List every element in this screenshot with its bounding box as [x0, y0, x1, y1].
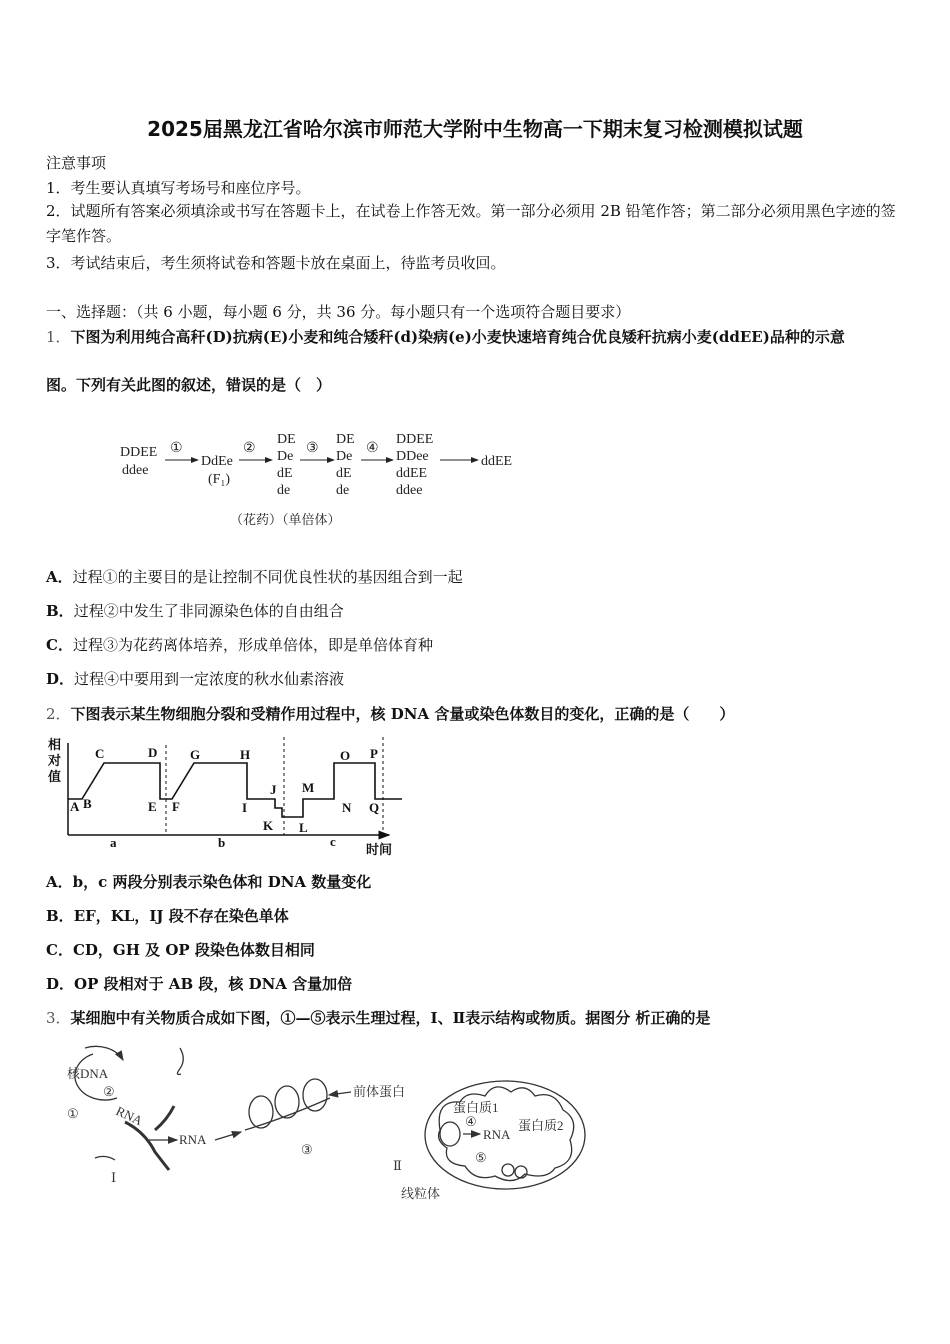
- q3-stem-text: 某细胞中有关物质合成如下图，①—⑤表示生理过程，Ⅰ、Ⅱ表示结构或物质。据图分 析正确的是: [70, 1009, 711, 1027]
- mito-ribosome: [502, 1164, 514, 1176]
- notice-heading: 注意事项: [46, 154, 107, 172]
- protein2-label: 蛋白质2: [518, 1118, 564, 1133]
- q2-option-a[interactable]: [46, 871, 371, 892]
- point-label: O: [340, 748, 351, 763]
- gamete: DE: [277, 432, 296, 447]
- haploid: dE: [336, 466, 352, 481]
- structure-label: Ⅰ: [111, 1170, 117, 1185]
- doubled-genotype: DDEE: [396, 432, 434, 447]
- ribosome: [249, 1096, 273, 1128]
- arrow: [85, 1046, 123, 1060]
- mitochondrion-label: 线粒体: [401, 1186, 441, 1201]
- option-label: A．: [46, 568, 73, 586]
- haploid: De: [336, 449, 353, 464]
- option-label: B．: [46, 907, 74, 925]
- segment-label: a: [110, 835, 117, 850]
- point-label: P: [370, 746, 378, 761]
- option-label: B．: [46, 602, 74, 620]
- q1-option-d[interactable]: [46, 668, 344, 689]
- gamete: de: [277, 483, 291, 498]
- point-label: I: [242, 800, 248, 815]
- rna-strand: [155, 1106, 174, 1130]
- page-title: 2025届黑龙江省哈尔滨市师范大学附中生物高一下期末复习检测模拟试题: [147, 117, 803, 141]
- y-axis-label: 值: [48, 769, 62, 784]
- gamete: dE: [277, 466, 293, 481]
- parent-genotype: DDEE: [120, 445, 158, 460]
- notice-item: 1．考生要认真填写考场号和座位序号。: [46, 179, 311, 197]
- ribosome: [275, 1086, 299, 1118]
- point-label: G: [190, 747, 201, 762]
- option-label: D．: [46, 670, 75, 688]
- notice-item: 3．考试结束后，考生须将试卷和答题卡放在桌面上，待监考员收回。: [46, 254, 506, 272]
- q1-number: 1．: [46, 328, 71, 346]
- q1-stem: [46, 326, 845, 347]
- step-marker: ⑤: [475, 1150, 487, 1165]
- chart-line: [68, 763, 402, 817]
- rna-label: RNA: [179, 1132, 207, 1147]
- step-marker: ③: [306, 441, 319, 456]
- doubled-genotype: DDee: [396, 449, 429, 464]
- point-label: N: [342, 800, 352, 815]
- y-axis-label: 相: [48, 737, 62, 752]
- q1-option-c[interactable]: [46, 634, 433, 655]
- x-axis-label: 时间: [366, 842, 393, 857]
- f1-label: (F₁): [208, 472, 230, 487]
- point-label: E: [148, 799, 157, 814]
- option-text: OP 段相对于 AB 段，核 DNA 含量加倍: [74, 975, 353, 993]
- cell-division-chart: [44, 735, 409, 860]
- point-label: L: [299, 820, 308, 835]
- step-marker: ④: [465, 1114, 477, 1129]
- arrow: [215, 1132, 241, 1140]
- section-heading: 一、选择题：（共 6 小题，每小题 6 分，共 36 分。每小题只有一个选项符合题目要求）: [46, 303, 631, 321]
- rna-strand: [125, 1122, 169, 1170]
- step-marker: ①: [67, 1106, 79, 1121]
- step-marker: ③: [301, 1142, 313, 1157]
- q1-stem-text: 下图为利用纯合高秆(D)抗病(E)小麦和纯合矮秆(d)染病(e)小麦快速培育纯合优良矮秆抗病小麦(ddEE)品种的示意: [70, 328, 845, 346]
- arrow: [329, 1092, 351, 1095]
- point-label: M: [302, 780, 315, 795]
- point-label: D: [148, 745, 158, 760]
- diagram-caption: （花药）（单倍体）: [230, 512, 341, 527]
- q2-stem-text: 下图表示某生物细胞分裂和受精作用过程中，核 DNA 含量或染色体数目的变化，正确的是（ ）: [70, 705, 735, 723]
- option-text: 过程④中要用到一定浓度的秋水仙素溶液: [74, 670, 345, 688]
- segment-label: c: [330, 834, 336, 849]
- q2-option-b[interactable]: [46, 905, 289, 926]
- q2-option-d[interactable]: [46, 973, 352, 994]
- result-genotype: ddEE: [481, 454, 513, 469]
- f1-genotype: DdEe: [201, 454, 233, 469]
- precursor-protein-label: 前体蛋白: [353, 1084, 406, 1099]
- q2-number: 2．: [46, 705, 71, 723]
- q2-option-c[interactable]: [46, 939, 315, 960]
- q1-option-b[interactable]: [46, 600, 344, 621]
- step-marker: ①: [170, 441, 183, 456]
- q3-stem: [46, 1007, 710, 1028]
- haploid: de: [336, 483, 350, 498]
- segment-label: b: [218, 835, 226, 850]
- gamete: De: [277, 449, 294, 464]
- point-label: A: [70, 799, 80, 814]
- option-label: A．: [46, 873, 73, 891]
- point-label: K: [263, 818, 274, 833]
- q2-stem: [46, 703, 734, 724]
- q1-stem-cont: 图。下列有关此图的叙述，错误的是（ ）: [46, 376, 332, 394]
- structure-label: Ⅱ: [393, 1158, 402, 1173]
- point-label: Q: [369, 800, 380, 815]
- q3-number: 3．: [46, 1009, 71, 1027]
- option-text: CD，GH 及 OP 段染色体数目相同: [72, 941, 315, 959]
- option-text: b，c 两段分别表示染色体和 DNA 数量变化: [72, 873, 372, 891]
- mito-ribosome: [515, 1166, 527, 1178]
- option-text: 过程①的主要目的是让控制不同优良性状的基因组合到一起: [72, 568, 463, 586]
- point-label: B: [83, 796, 92, 811]
- point-label: H: [240, 747, 251, 762]
- option-label: C．: [46, 941, 73, 959]
- y-axis-label: 对: [48, 753, 62, 768]
- option-text: 过程②中发生了非同源染色体的自由组合: [73, 602, 344, 620]
- point-label: C: [95, 746, 105, 761]
- protein1-label: 蛋白质1: [453, 1100, 499, 1115]
- rna-strand: [95, 1156, 115, 1160]
- point-label: F: [172, 799, 180, 814]
- doubled-genotype: ddEE: [396, 466, 428, 481]
- rna-strand: [177, 1048, 183, 1075]
- option-label: D．: [46, 975, 75, 993]
- rna-strand: [245, 1098, 330, 1130]
- doubled-genotype: ddee: [396, 483, 423, 498]
- option-text: 过程③为花药离体培养，形成单倍体，即是单倍体育种: [72, 636, 433, 654]
- point-label: J: [270, 782, 277, 797]
- step-marker: ④: [366, 441, 379, 456]
- step-marker: ②: [103, 1084, 115, 1099]
- mito-dna: [440, 1122, 460, 1146]
- rna-label: RNA: [113, 1103, 145, 1129]
- haploid: DE: [336, 432, 355, 447]
- notice-item: 2．试题所有答案必须填涂或书写在答题卡上，在试卷上作答无效。第一部分必须用 2B 铅笔作答；第二部分必须用黑色字迹的签字笔作答。: [46, 202, 896, 245]
- nuclear-dna-label: 核DNA: [67, 1066, 109, 1081]
- step-marker: ②: [243, 441, 256, 456]
- option-label: C．: [46, 636, 73, 654]
- q1-option-a[interactable]: [46, 566, 463, 587]
- ribosome: [303, 1079, 327, 1111]
- option-text: EF，KL，IJ 段不存在染色单体: [73, 907, 289, 925]
- rna-label: RNA: [483, 1127, 511, 1142]
- protein-synthesis-diagram: [55, 1040, 610, 1210]
- parent-genotype: ddee: [122, 463, 149, 478]
- breeding-diagram: [110, 425, 550, 535]
